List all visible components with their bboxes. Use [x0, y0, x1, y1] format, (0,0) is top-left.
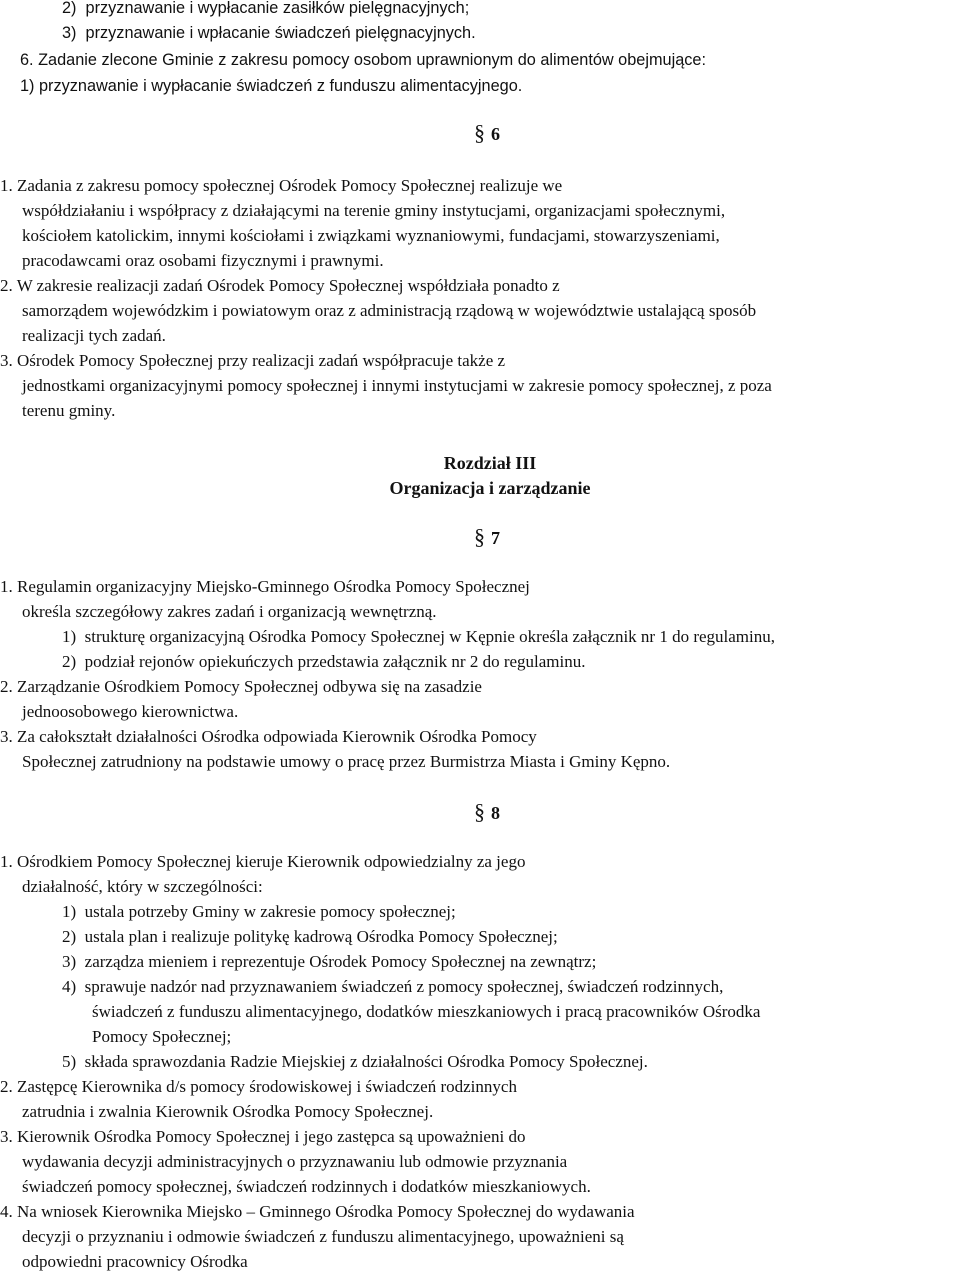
section-sign: §	[474, 120, 485, 145]
paragraph-line: Społecznej zatrudniony na podstawie umowy o pracę przez Burmistrza Miasta i Gminy Kępno.	[22, 752, 671, 771]
paragraph-line: 1. Regulamin organizacyjny Miejsko-Gminnego Ośrodka Pomocy Społecznej	[0, 577, 530, 596]
paragraph-line: 1. Ośrodkiem Pomocy Społecznej kieruje Kierownik odpowiedzialny za jego	[0, 852, 526, 871]
paragraph-line: kościołem katolickim, innymi kościołami i związkami wyznaniowymi, fundacjami, stowarzyszeniami,	[22, 226, 720, 245]
list-item-text: ustala potrzeby Gminy w zakresie pomocy społecznej;	[84, 902, 456, 921]
paragraph-line: samorządem wojewódzkim i powiatowym oraz z administracją rządową w województwie ustalającą sposób	[22, 301, 757, 320]
list-item-number: 2)	[62, 652, 77, 671]
section-number: 6	[491, 124, 500, 144]
list-item	[62, 927, 558, 947]
paragraph-line: decyzji o przyznaniu i odmowie świadczeń z funduszu alimentacyjnego, upoważnieni są	[22, 1227, 624, 1246]
paragraph-line: 1. Zadania z zakresu pomocy społecznej Ośrodek Pomocy Społecznej realizuje we	[0, 176, 563, 195]
paragraph-line: 4. Na wniosek Kierownika Miejsko – Gminnego Ośrodka Pomocy Społecznej do wydawania	[0, 1202, 635, 1221]
paragraph-line: pracodawcami oraz osobami fizycznymi i prawnymi.	[22, 251, 384, 270]
paragraph-line: jednoosobowego kierownictwa.	[22, 702, 239, 721]
list-item	[62, 23, 476, 43]
list-item	[62, 902, 456, 922]
paragraph-line: współdziałaniu i współpracy z działającymi na terenie gminy instytucjami, organizacjami społecznymi,	[22, 201, 726, 220]
section-heading	[474, 801, 500, 824]
list-item-number: 1)	[62, 902, 77, 921]
paragraph-line: działalność, który w szczególności:	[22, 877, 263, 896]
chapter-subtitle: Organizacja i zarządzanie	[389, 478, 591, 498]
list-item-continuation: świadczeń z funduszu alimentacyjnego, dodatków mieszkaniowych i pracą pracowników Ośrodka	[92, 1002, 761, 1021]
section-sign: §	[474, 524, 485, 549]
paragraph-line: 1) przyznawanie i wypłacanie świadczeń z funduszu alimentacyjnego.	[20, 77, 523, 95]
paragraph-line: zatrudnia i zwalnia Kierownik Ośrodka Pomocy Społecznej.	[22, 1102, 434, 1121]
list-item-text: składa sprawozdania Radzie Miejskiej z działalności Ośrodka Pomocy Społecznej.	[84, 1052, 648, 1071]
list-item-text: podział rejonów opiekuńczych przedstawia załącznik nr 2 do regulaminu.	[84, 652, 586, 671]
section-sign: §	[474, 799, 485, 824]
list-item-text: ustala plan i realizuje politykę kadrową Ośrodka Pomocy Społecznej;	[84, 927, 558, 946]
paragraph-line: 3. Kierownik Ośrodka Pomocy Społecznej i jego zastępca są upoważnieni do	[0, 1127, 526, 1146]
list-item-text: zarządza mieniem i reprezentuje Ośrodek Pomocy Społecznej na zewnątrz;	[84, 952, 597, 971]
paragraph-line: 6. Zadanie zlecone Gminie z zakresu pomocy osobom uprawnionym do alimentów obejmujące:	[20, 51, 706, 69]
chapter-title: Rozdział III	[443, 453, 537, 473]
paragraph-line: odpowiedni pracownicy Ośrodka	[22, 1252, 248, 1271]
paragraph-line: realizacji tych zadań.	[22, 326, 166, 345]
paragraph-line: 2. Zastępcę Kierownika d/s pomocy środowiskowej i świadczeń rodzinnych	[0, 1077, 517, 1096]
section-heading	[474, 526, 500, 549]
paragraph-line: terenu gminy.	[22, 401, 116, 420]
paragraph-line: jednostkami organizacyjnymi pomocy społecznej i innymi instytucjami w zakresie pomocy społecznej, z poza	[22, 376, 772, 395]
list-item-number: 2)	[62, 0, 77, 17]
section-number: 8	[491, 803, 500, 823]
list-item-number: 2)	[62, 927, 77, 946]
section-heading	[474, 122, 500, 145]
paragraph-line: 2. Zarządzanie Ośrodkiem Pomocy Społecznej odbywa się na zasadzie	[0, 677, 482, 696]
list-item	[62, 0, 469, 18]
list-item-continuation: Pomocy Społecznej;	[92, 1027, 232, 1046]
list-item-text: przyznawanie i wypłacanie zasiłków pielęgnacyjnych;	[85, 0, 470, 17]
paragraph-line: świadczeń pomocy społecznej, świadczeń rodzinnych i dodatków mieszkaniowych.	[22, 1177, 591, 1196]
paragraph-line: wydawania decyzji administracyjnych o przyznawaniu lub odmowie przyznania	[22, 1152, 568, 1171]
list-item-text: przyznawanie i wpłacanie świadczeń pielęgnacyjnych.	[85, 24, 476, 42]
list-item	[62, 652, 586, 672]
paragraph-line: określa szczegółowy zakres zadań i organizacją wewnętrzną.	[22, 602, 437, 621]
list-item-number: 4)	[62, 977, 77, 996]
list-item-text: strukturę organizacyjną Ośrodka Pomocy Społecznej w Kępnie określa załącznik nr 1 do regulaminu,	[84, 627, 775, 646]
paragraph-line: 2. W zakresie realizacji zadań Ośrodek Pomocy Społecznej współdziała ponadto z	[0, 276, 560, 295]
list-item	[62, 977, 723, 997]
list-item	[62, 1052, 648, 1072]
list-item-number: 1)	[62, 627, 77, 646]
paragraph-line: 3. Za całokształt działalności Ośrodka odpowiada Kierownik Ośrodka Pomocy	[0, 727, 537, 746]
list-item-text: sprawuje nadzór nad przyznawaniem świadczeń z pomocy społecznej, świadczeń rodzinnych,	[84, 977, 724, 996]
section-number: 7	[491, 528, 500, 548]
list-item-number: 3)	[62, 24, 77, 42]
list-item	[62, 627, 775, 647]
list-item-number: 5)	[62, 1052, 77, 1071]
list-item	[62, 952, 596, 972]
list-item-number: 3)	[62, 952, 77, 971]
paragraph-line: 3. Ośrodek Pomocy Społecznej przy realizacji zadań współpracuje także z	[0, 351, 506, 370]
